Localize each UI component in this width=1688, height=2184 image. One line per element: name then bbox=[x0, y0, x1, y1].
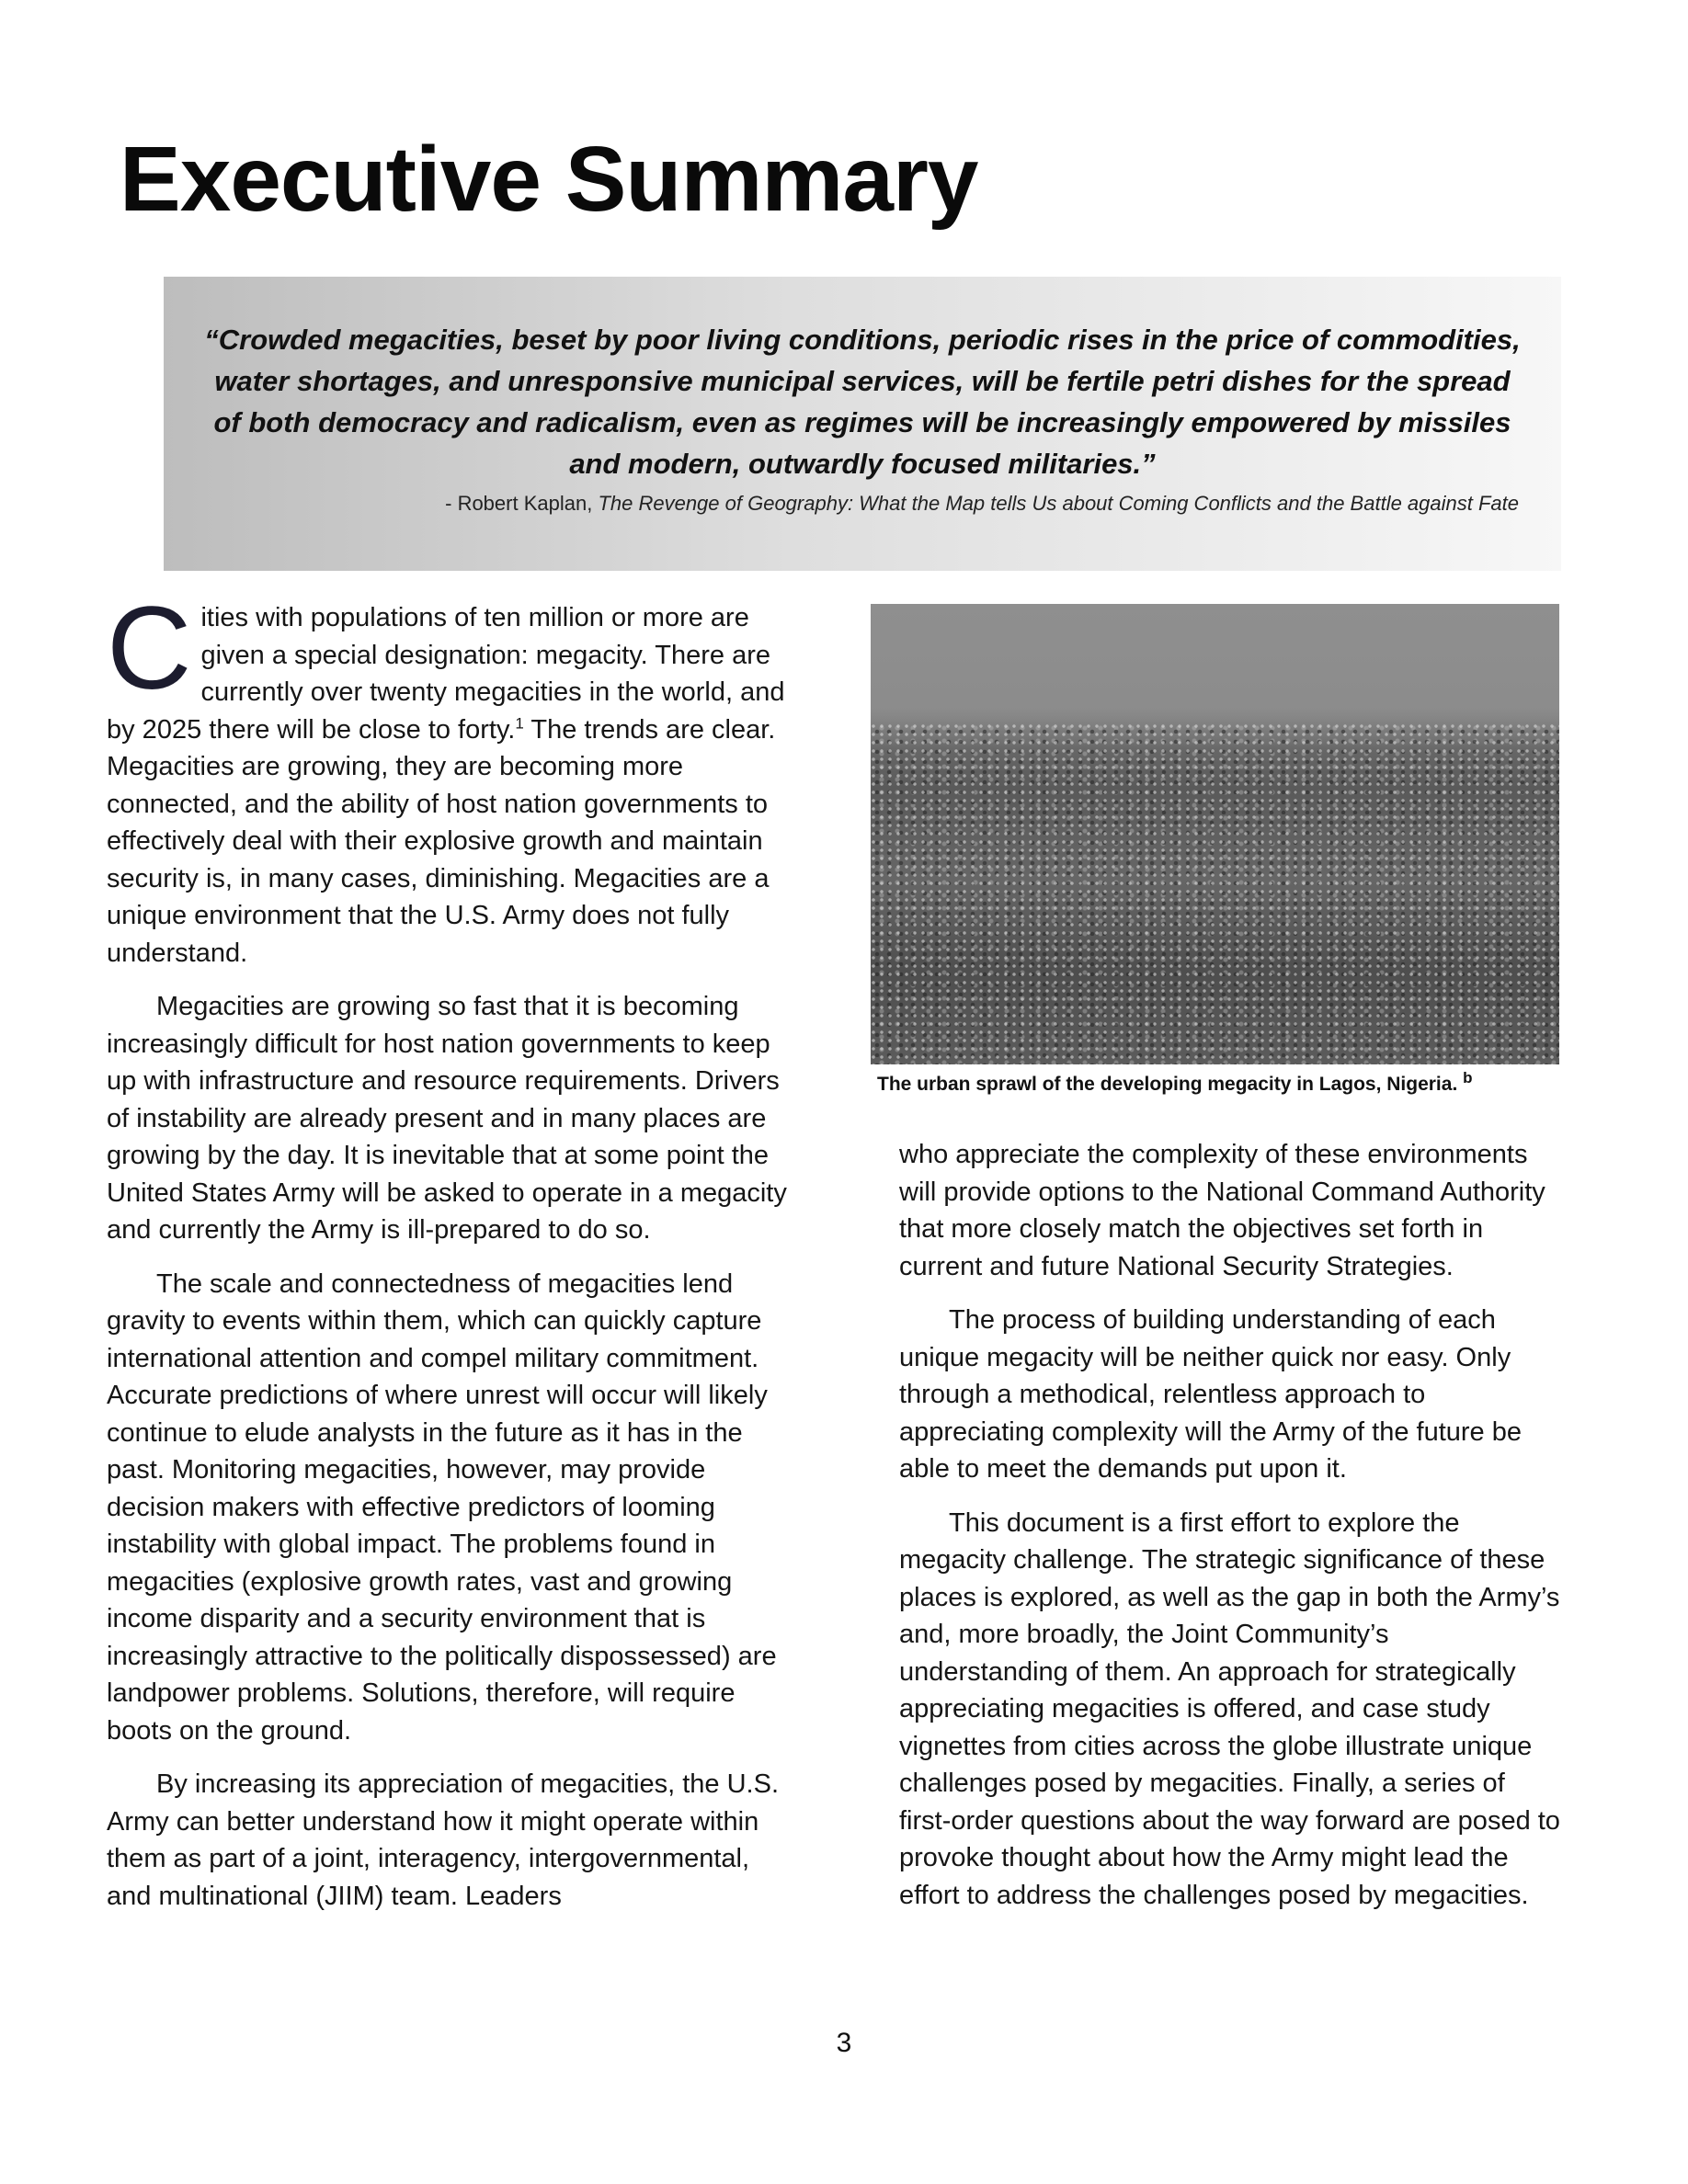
caption-note-marker[interactable]: b bbox=[1463, 1069, 1473, 1086]
paragraph-3: The scale and connectedness of megacities lend gravity to events within them, which can quickly capture international attention and compel military commitment. Accurate predictions of where unrest will occur will likely continue to elude analysts in the future as it has in the past. Monitoring megacities, however, may provide decision makers with effective predictors of looming instability with global impact. The problems found in megacities (explosive growth rates, vast and growing income disparity and a security environment that is increasingly attractive to the politically dispossessed) are landpower problems. Solutions, therefore, will require boots on the ground. bbox=[107, 1268, 777, 1746]
caption-text: The urban sprawl of the developing megacity in Lagos, Nigeria. bbox=[877, 1074, 1458, 1095]
photo-rooftops bbox=[871, 723, 1559, 1064]
page-title: Executive Summary bbox=[120, 128, 978, 231]
paragraph-1-rest: The trends are clear. Megacities are growing, they are becoming more connected, and the ability of host nation governments to effectively deal with their explosive growth and maintain security is, in many cases, diminishing. Megacities are a unique environment that the U.S. Army does not fully understand. bbox=[107, 714, 776, 968]
paragraph-2: Megacities are growing so fast that it is becoming increasingly difficult for host nation governments to keep up with infrastructure and resource requirements. Drivers of instability are already present and in many places are growing by the day. It is inevitable that at some point the United States Army will be asked to operate in a megacity and currently the Army is ill-prepared to do so. bbox=[107, 992, 787, 1245]
epigraph-attribution bbox=[445, 492, 1519, 516]
footnote-marker[interactable]: 1 bbox=[515, 713, 524, 732]
paragraph-1-text: ities with populations of ten million or more are given a special designation: megacity. There are currently over twenty megacities in the world, and by 2025 there will be close to forty. bbox=[107, 603, 785, 745]
paragraph-6: This document is a first effort to explore the megacity challenge. The strategic significance of these places is explored, as well as the gap in both the Army’s and, more broadly, the Joint Community’s understanding of them. An approach for strategically appreciating megacities is offered, and case study vignettes from cities across the globe illustrate unique challenges posed by megacities. Finally, a series of first-order questions about the way forward are posed to provoke thought about how the Army might lead the effort to address the challenges posed by megacities. bbox=[899, 1507, 1560, 1910]
photo-caption bbox=[877, 1069, 1576, 1096]
lagos-cityscape-photo bbox=[871, 604, 1559, 1064]
attribution-book-title: The Revenge of Geography: What the Map tells Us about Coming Conflicts and the Battle against Fate bbox=[598, 492, 1519, 515]
attribution-author: - Robert Kaplan, bbox=[445, 492, 599, 515]
left-column bbox=[107, 583, 787, 1931]
drop-cap: C bbox=[107, 583, 192, 714]
epigraph-box bbox=[164, 277, 1561, 571]
epigraph-quote: “Crowded megacities, beset by poor living conditions, periodic rises in the price of commodities, water shortages, and unresponsive municipal services, will be fertile petri dishes for the spread of both democracy and radicalism, even as regimes will be increasingly empowered by missiles and modern, outwardly focused militaries.” bbox=[204, 324, 1521, 480]
paragraph-5: The process of building understanding of each unique megacity will be neither quick nor easy. Only through a methodical, relentless approach to appreciating complexity will the Army of the future be able to meet the demands put upon it. bbox=[899, 1305, 1522, 1484]
paragraph-1 bbox=[107, 583, 787, 972]
page-number: 3 bbox=[836, 2028, 852, 2058]
right-column bbox=[899, 1136, 1563, 1930]
paragraph-4-continued: who appreciate the complexity of these environments will provide options to the National Command Authority that more closely match the objectives set forth in current and future National Security Strategies. bbox=[899, 1140, 1545, 1281]
paragraph-4: By increasing its appreciation of megacities, the U.S. Army can better understand how it might operate within them as part of a joint, interagency, intergovernmental, and multinational (JIIM) team. Leaders bbox=[107, 1769, 779, 1911]
